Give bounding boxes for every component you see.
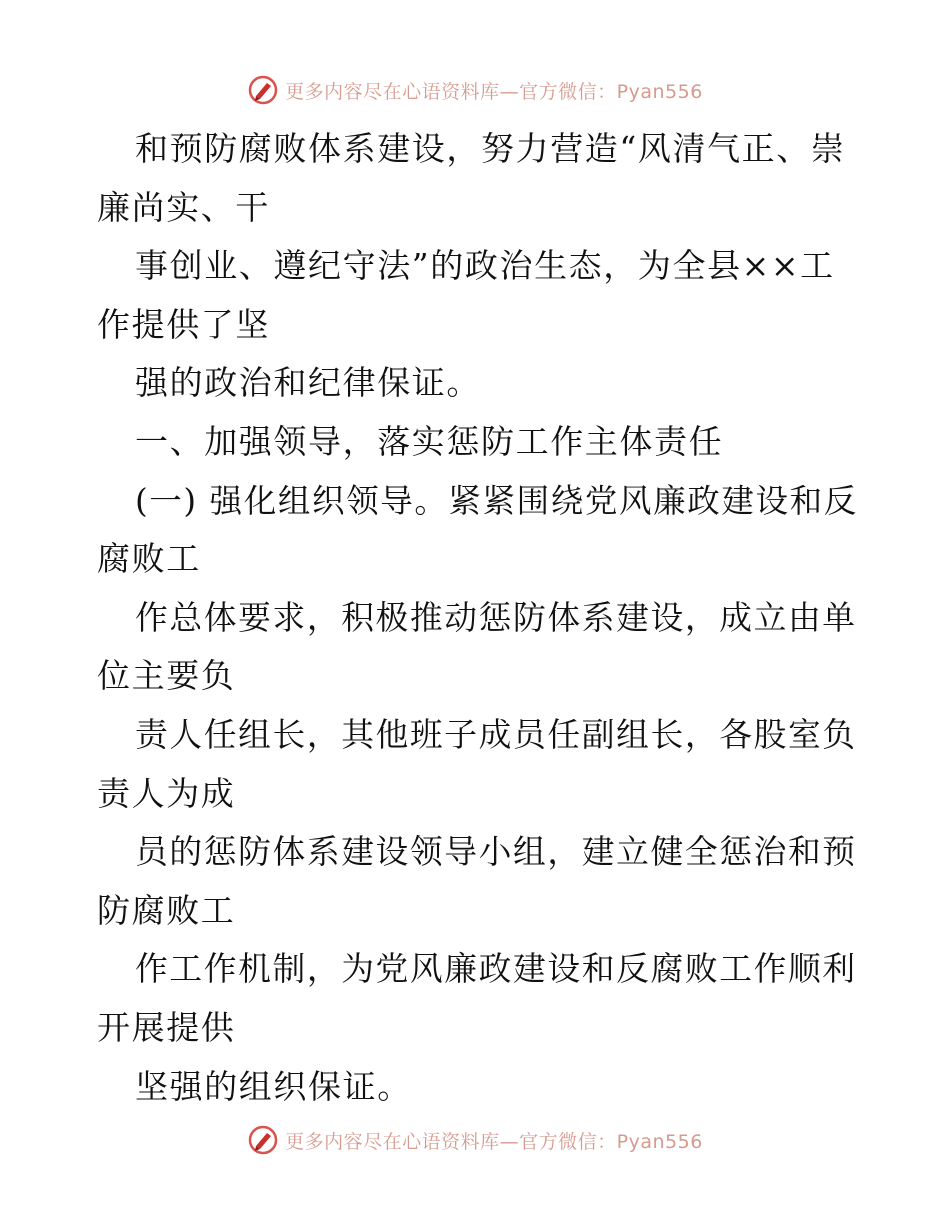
subsection-heading: (一) 强化组织领导。紧紧围绕党风廉政建设和反 bbox=[135, 481, 858, 520]
text-line: 腐败工 bbox=[97, 539, 201, 579]
document-body bbox=[97, 120, 857, 1116]
watermark-header bbox=[0, 70, 950, 110]
text-line: 开展提供 bbox=[97, 1007, 236, 1047]
watermark-text: 更多内容尽在心语资料库—官方微信：Pyan556 bbox=[285, 1130, 703, 1153]
watermark-text: 更多内容尽在心语资料库—官方微信：Pyan556 bbox=[285, 80, 703, 103]
text-line: 和预防腐败体系建设，努力营造“风清气正、崇 bbox=[135, 129, 846, 168]
text-line: 作提供了坚 bbox=[97, 304, 270, 344]
text-line: 事创业、遵纪守法”的政治生态，为全县××工 bbox=[135, 246, 835, 286]
text-line: 作总体要求，积极推动惩防体系建设，成立由单 bbox=[135, 598, 857, 637]
text-line: 责人为成 bbox=[97, 773, 236, 813]
text-line: 坚强的组织保证。 bbox=[135, 1066, 412, 1106]
pen-logo-icon bbox=[247, 74, 279, 106]
watermark-footer bbox=[0, 1120, 950, 1160]
section-heading: 一、加强领导，落实惩防工作主体责任 bbox=[135, 421, 724, 461]
text-line: 员的惩防体系建设领导小组，建立健全惩治和预 bbox=[135, 833, 857, 872]
text-line: 防腐败工 bbox=[97, 890, 236, 930]
text-line: 作工作机制，为党风廉政建设和反腐败工作顺利 bbox=[135, 950, 857, 989]
pen-logo-icon bbox=[247, 1124, 279, 1156]
text-line: 廉尚实、干 bbox=[97, 187, 270, 227]
text-line: 强的政治和纪律保证。 bbox=[135, 363, 481, 403]
text-line: 责人任组长，其他班子成员任副组长，各股室负 bbox=[135, 715, 857, 754]
text-line: 位主要负 bbox=[97, 656, 236, 696]
